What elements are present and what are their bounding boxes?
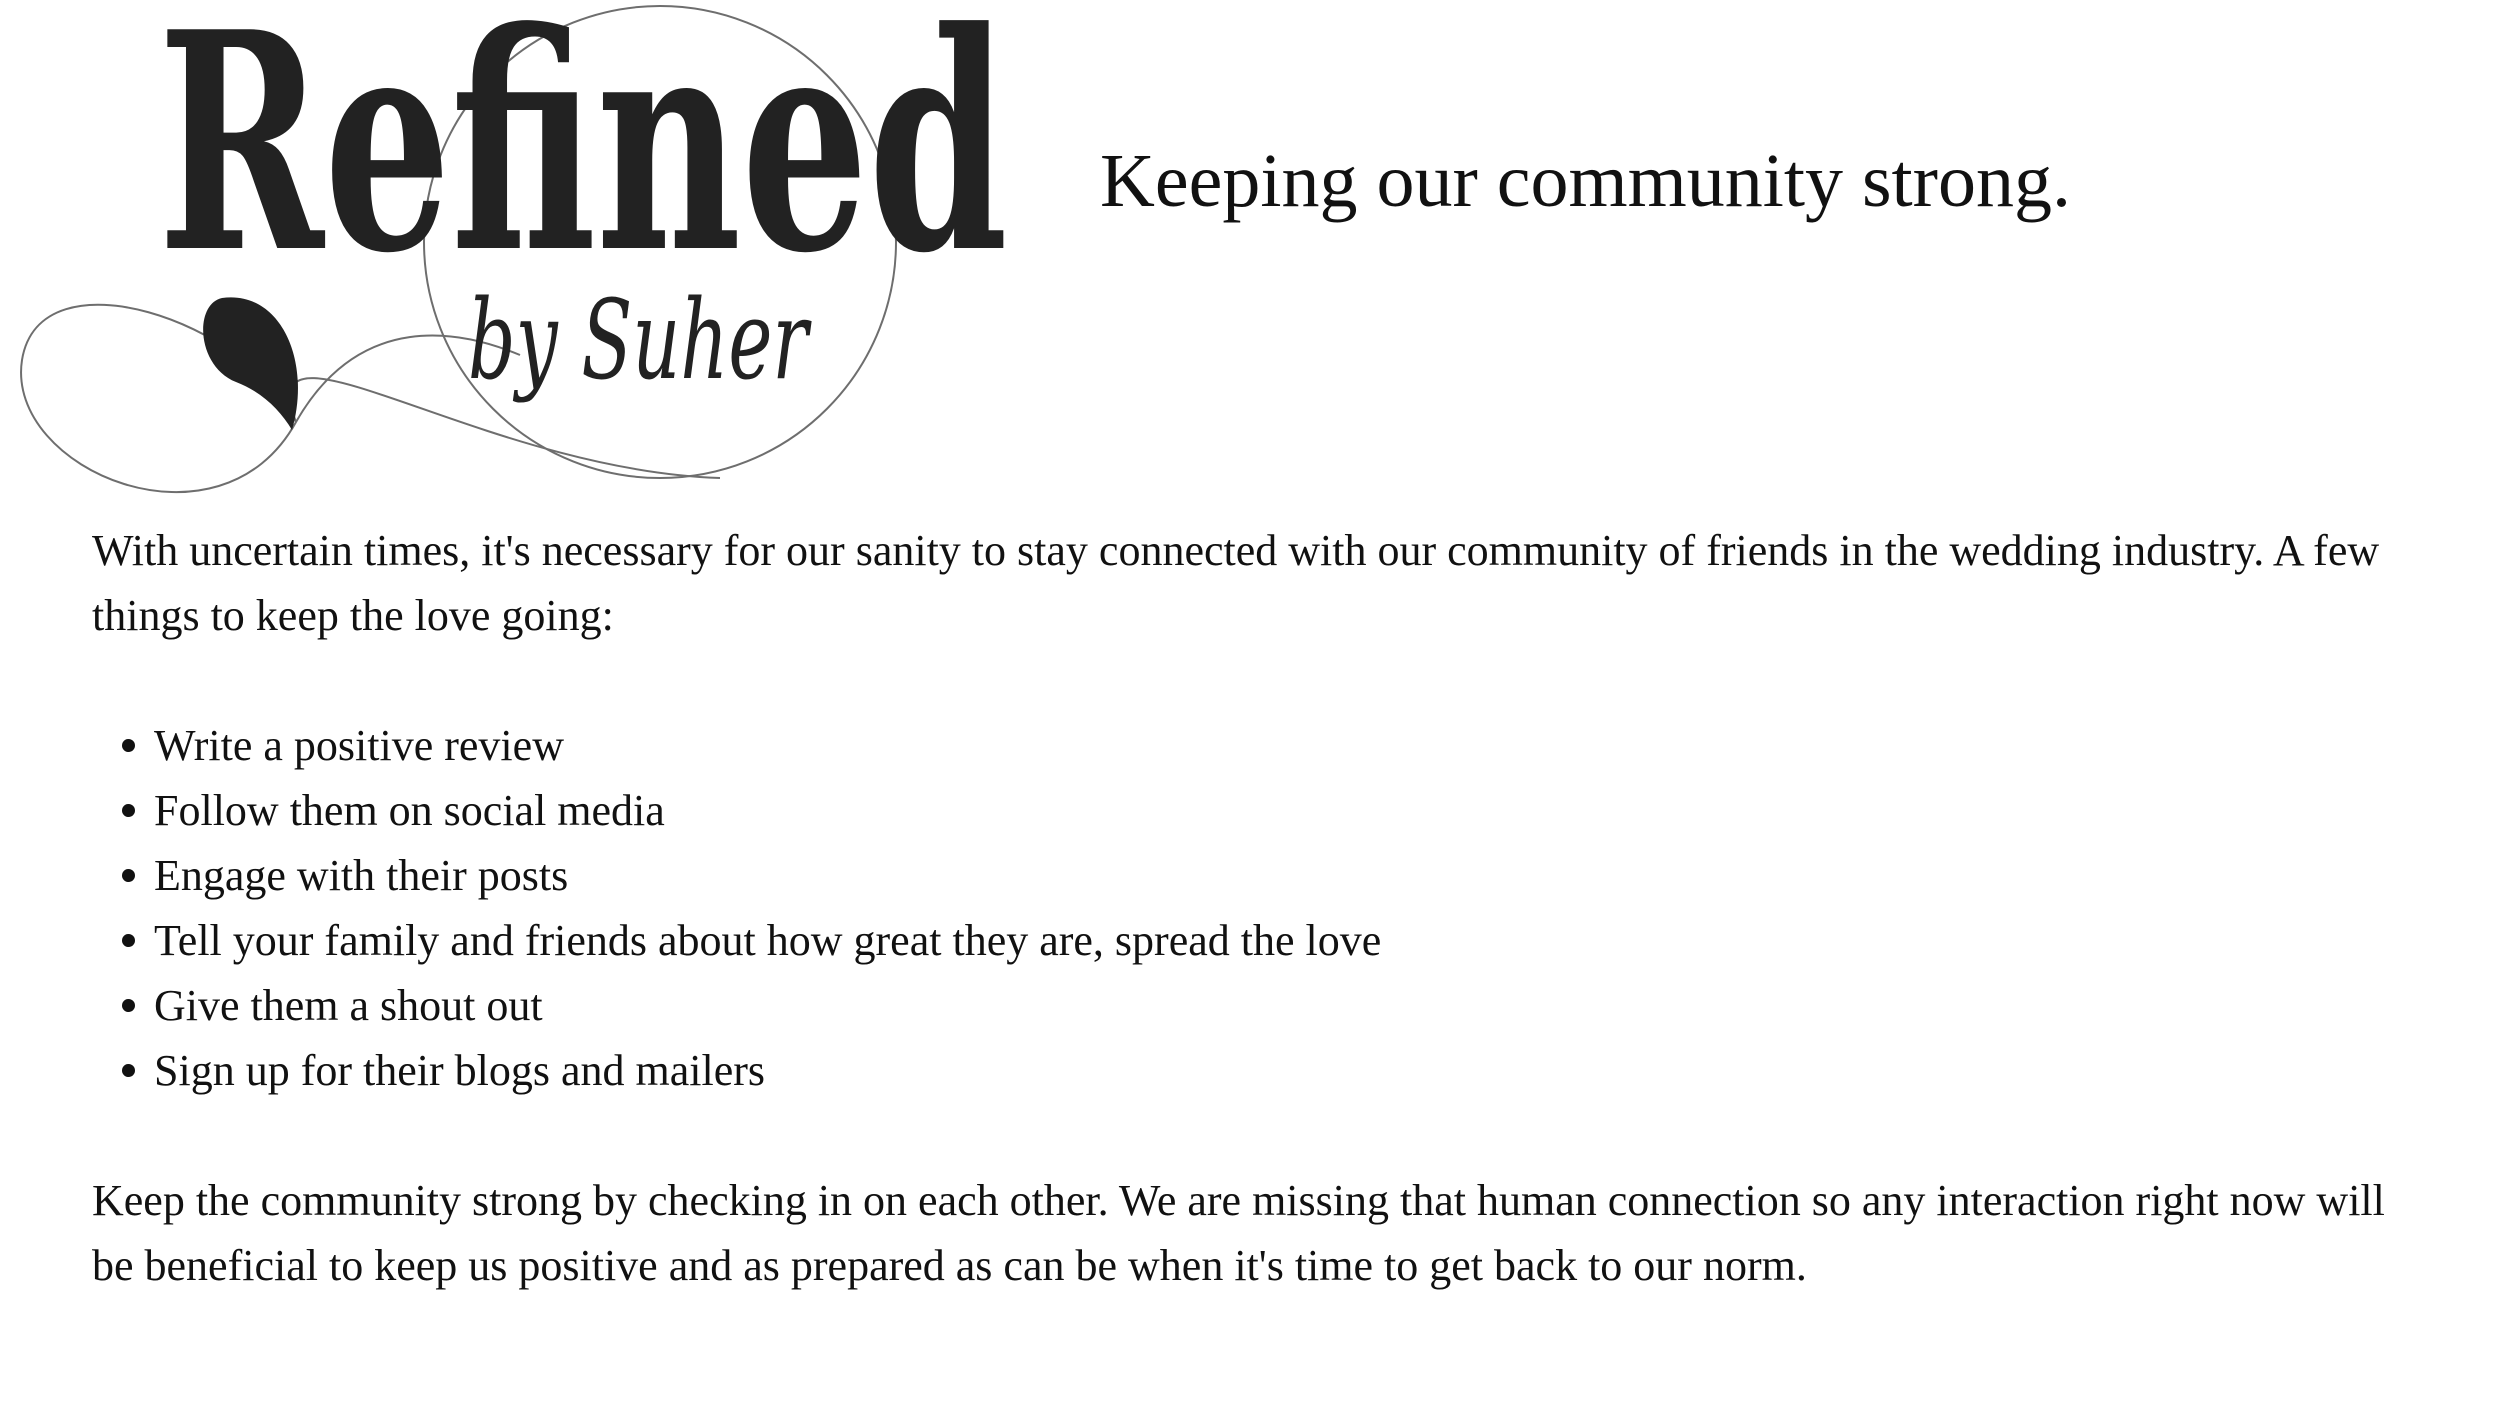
closing-paragraph: Keep the community strong by checking in on each other. We are missing that human connection so any interaction right now will be beneficial to keep us positive and as prepared as can be when it's time to get back to our norm.: [92, 1176, 2385, 1290]
brand-logo: [0, 0, 1020, 530]
logo-byline: by Suher: [468, 276, 813, 404]
article-body: [92, 518, 2392, 1298]
list-item: Follow them on social media: [154, 778, 2392, 843]
list-item: Sign up for their blogs and mailers: [154, 1038, 2392, 1103]
intro-paragraph: With uncertain times, it's necessary for our sanity to stay connected with our community of friends in the wedding industry. A few things to keep the love going:: [92, 526, 2380, 640]
list-item: Tell your family and friends about how great they are, spread the love: [154, 908, 2392, 973]
page-title: Keeping our community strong.: [1100, 139, 2071, 223]
list-item: Engage with their posts: [154, 843, 2392, 908]
list-item: Give them a shout out: [154, 973, 2392, 1038]
logo-wordmark: Refined: [158, 0, 1008, 319]
tips-list: [92, 713, 2392, 1103]
list-item: Write a positive review: [154, 713, 2392, 778]
